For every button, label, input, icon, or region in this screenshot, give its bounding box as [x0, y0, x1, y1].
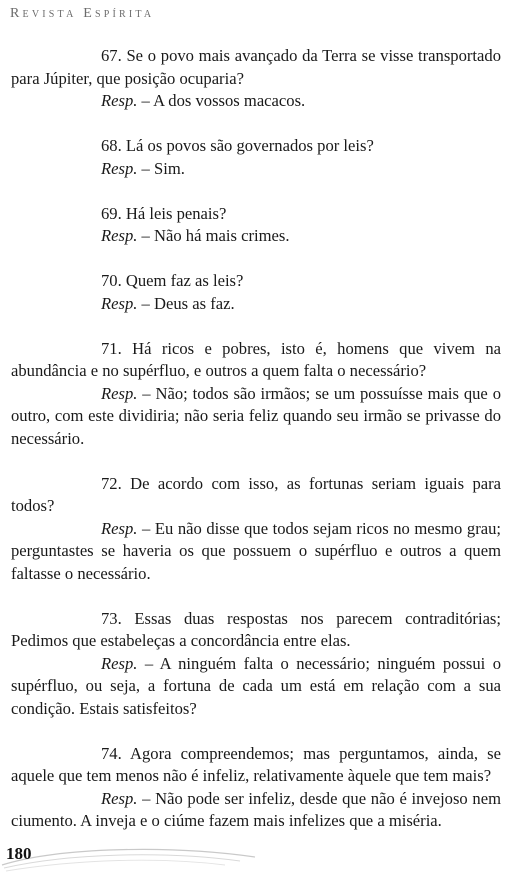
question-text: 71. Há ricos e pobres, isto é, homens que vivem na abundância e no supérfluo, e outros a quem falta o necessário? — [11, 338, 501, 380]
entry-71 — [11, 338, 501, 451]
question-text: 73. Essas duas respostas nos parecem contraditórias; Pedimos que estabeleças a concordância entre elas. — [11, 608, 501, 650]
answer-paragraph — [11, 788, 501, 833]
question-paragraph — [11, 203, 501, 226]
question-text: 72. De acordo com isso, as fortunas seriam iguais para todos? — [11, 473, 501, 515]
answer-paragraph — [11, 90, 501, 113]
resp-label: Resp. — [101, 293, 138, 313]
running-head: Revista Espírita — [10, 6, 155, 21]
entry-69 — [11, 203, 501, 248]
resp-label: Resp. — [101, 518, 138, 538]
answer-text: – Não há mais crimes. — [137, 226, 290, 245]
answer-text: – Não pode ser infeliz, desde que não é invejoso nem ciumento. A inveja e o ciúme fazem mais infelizes que a miséria. — [11, 788, 501, 830]
question-paragraph — [11, 608, 501, 653]
resp-label: Resp. — [101, 158, 138, 178]
question-paragraph — [11, 45, 501, 90]
answer-paragraph — [11, 383, 501, 451]
answer-paragraph — [11, 158, 501, 181]
resp-label: Resp. — [101, 383, 138, 403]
question-paragraph — [11, 338, 501, 383]
entry-70 — [11, 270, 501, 315]
entry-72 — [11, 473, 501, 586]
resp-label: Resp. — [101, 91, 138, 110]
answer-paragraph — [11, 293, 501, 316]
entry-67 — [11, 45, 501, 113]
resp-label: Resp. — [101, 653, 138, 673]
answer-text: – Não; todos são irmãos; se um possuísse mais que o outro, com este dividiria; não seria feliz quando seu irmão se privasse do necessário. — [11, 383, 501, 448]
resp-label: Resp. — [101, 788, 138, 808]
answer-text: – Eu não disse que todos sejam ricos no mesmo grau; perguntastes se haveria os que possuem o supérfluo e outros a quem faltasse o necessário. — [11, 518, 501, 583]
entry-68 — [11, 135, 501, 180]
page-footer — [0, 835, 507, 875]
question-text: 70. Quem faz as leis? — [101, 271, 244, 290]
entry-73 — [11, 608, 501, 721]
answer-text: – Deus as faz. — [137, 293, 235, 313]
answer-text: – A ninguém falta o necessário; ninguém possui o supérfluo, ou seja, a fortuna de cada um está em relação com a sua condição. Estais satisfeitos? — [11, 653, 501, 718]
question-paragraph — [11, 473, 501, 518]
answer-paragraph — [11, 653, 501, 721]
question-paragraph — [11, 743, 501, 788]
resp-label: Resp. — [101, 226, 138, 245]
swoosh-ornament — [0, 835, 507, 875]
question-text: 74. Agora compreendemos; mas perguntamos, ainda, se aquele que tem menos não é infeliz, relativamente àquele que tem mais? — [11, 743, 501, 785]
answer-paragraph — [11, 225, 501, 248]
question-text: 67. Se o povo mais avançado da Terra se visse transportado para Júpiter, que posição ocuparia? — [11, 46, 501, 88]
answer-text: – A dos vossos macacos. — [137, 91, 306, 110]
page-body — [11, 45, 501, 855]
answer-text: – Sim. — [137, 158, 185, 178]
question-paragraph — [11, 135, 501, 158]
answer-paragraph — [11, 518, 501, 586]
page-number: 180 — [6, 844, 32, 863]
question-paragraph — [11, 270, 501, 293]
entry-74 — [11, 743, 501, 833]
question-text: 68. Lá os povos são governados por leis? — [101, 136, 374, 155]
question-text: 69. Há leis penais? — [101, 203, 227, 223]
